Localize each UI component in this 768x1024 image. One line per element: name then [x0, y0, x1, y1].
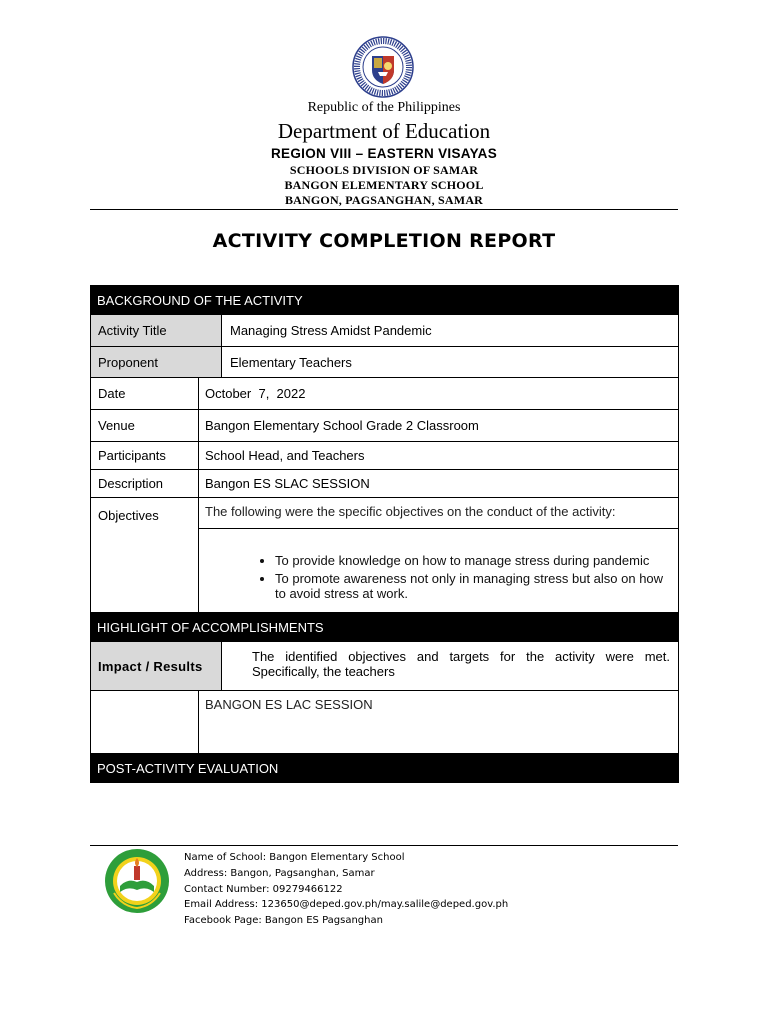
footer-contact: Contact Number: 09279466122: [184, 883, 343, 895]
deped-seal-icon: [352, 36, 414, 98]
republic-line: Republic of the Philippines: [307, 100, 461, 115]
label-participants: Participants: [91, 442, 199, 470]
label-proponent: Proponent: [91, 347, 222, 378]
footer-school-value: : Bangon Elementary School: [262, 852, 405, 863]
label-date: Date: [91, 378, 199, 410]
row-date: [91, 378, 679, 410]
value-activity-title: Managing Stress Amidst Pandemic: [222, 315, 679, 347]
school-address: BANGON, PAGSANGHAN, SAMAR: [284, 193, 484, 207]
section-title-background: BACKGROUND OF THE ACTIVITY: [91, 286, 679, 315]
objectives-list-cell: [199, 529, 679, 613]
section-title-evaluation: POST-ACTIVITY EVALUATION: [91, 754, 679, 783]
header-divider: [90, 209, 678, 210]
section-header-evaluation: [91, 754, 679, 783]
label-description: Description: [91, 470, 199, 498]
section-title-highlights: HIGHLIGHT OF ACCOMPLISHMENTS: [91, 613, 679, 642]
row-lac-session: [91, 691, 679, 754]
footer-contact-block: [184, 850, 508, 929]
label-activity-title: Activity Title: [91, 315, 222, 347]
value-proponent: Elementary Teachers: [222, 347, 679, 378]
label-impact: Impact / Results: [91, 642, 222, 691]
row-proponent: [91, 347, 679, 378]
activity-report-table: [90, 285, 679, 783]
row-activity-title: [91, 315, 679, 347]
objective-item: • To provide knowledge on how to manage stress during pandemic: [275, 553, 672, 568]
row-objectives-intro: [91, 498, 679, 529]
row-participants: [91, 442, 679, 470]
value-date: October 7, 2022: [199, 378, 679, 410]
section-header-background: [91, 286, 679, 315]
objective-item: • To promote awareness not only in managing stress but also on how to avoid stress at work.: [275, 571, 672, 601]
report-title: ACTIVITY COMPLETION REPORT: [212, 230, 556, 252]
division-name: SCHOOLS DIVISION OF SAMAR: [289, 163, 479, 177]
empty-cell: [91, 691, 199, 754]
section-header-highlights: [91, 613, 679, 642]
label-objectives: Objectives: [91, 498, 199, 613]
footer-school-line: [184, 850, 508, 866]
value-description: Bangon ES SLAC SESSION: [199, 470, 679, 498]
value-participants: School Head, and Teachers: [199, 442, 679, 470]
footer-address: Address: Bangon, Pagsanghan, Samar: [184, 867, 375, 879]
objectives-intro: The following were the specific objectives on the conduct of the activity:: [199, 498, 679, 529]
school-logo-icon: [104, 848, 170, 914]
department-name: Department of Education: [277, 119, 491, 143]
school-name: BANGON ELEMENTARY SCHOOL: [284, 178, 484, 192]
region-name: REGION VIII – EASTERN VISAYAS: [270, 146, 498, 161]
value-impact: The identified objectives and targets for the activity were met. Specifically, the teachers: [222, 642, 679, 691]
footer-divider: [90, 845, 678, 846]
row-description: [91, 470, 679, 498]
footer-school-label: Name of School: [184, 852, 263, 863]
label-venue: Venue: [91, 410, 199, 442]
footer-facebook: Facebook Page: Bangon ES Pagsanghan: [184, 915, 383, 927]
row-impact: [91, 642, 679, 691]
row-venue: [91, 410, 679, 442]
lac-session-note: BANGON ES LAC SESSION: [199, 691, 679, 754]
objectives-list: [275, 553, 672, 601]
footer-email: Email Address: 123650@deped.gov.ph/may.salile@deped.gov.ph: [184, 899, 509, 911]
value-venue: Bangon Elementary School Grade 2 Classroom: [199, 410, 679, 442]
